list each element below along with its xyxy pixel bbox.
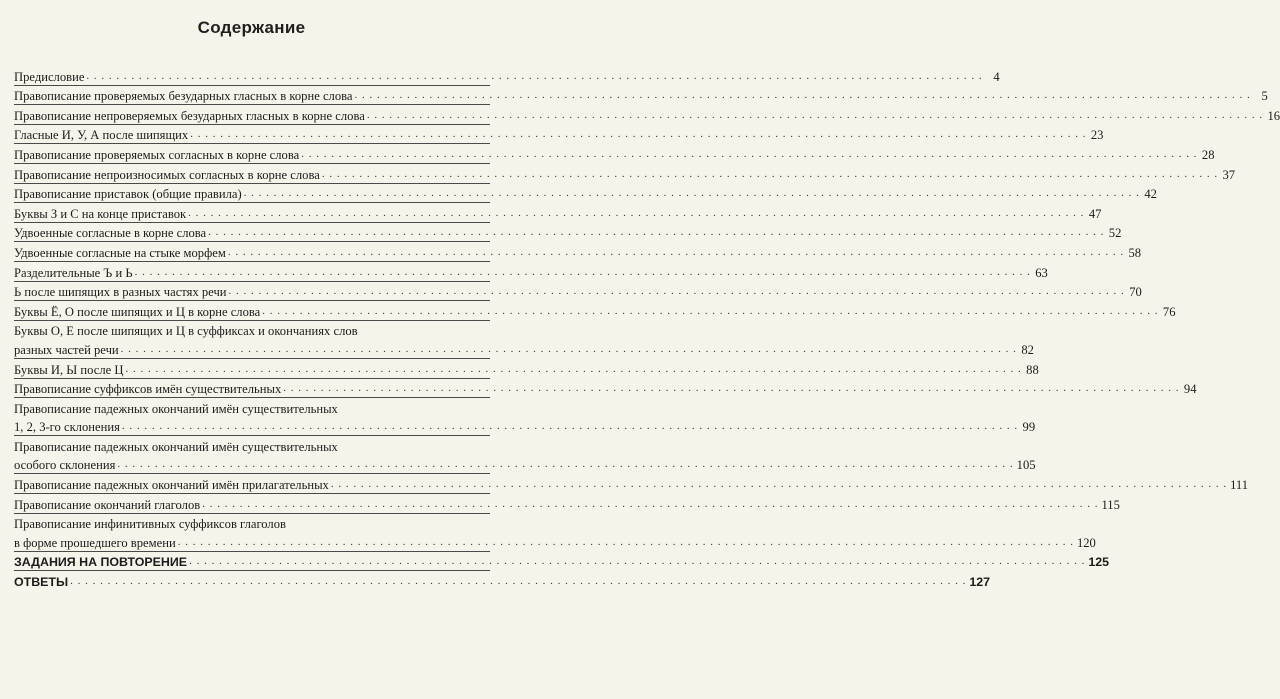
toc-entry-title: Правописание падежных окончаний имён прилагательных: [14, 478, 329, 493]
toc-page-number: 94: [1183, 382, 1197, 397]
toc-entry-title: Правописание падежных окончаний имён существительных: [14, 439, 338, 454]
toc-entry-line: [14, 321, 490, 340]
toc-page-number: 52: [1108, 226, 1122, 241]
toc-entry: [14, 203, 1102, 223]
toc-page-number: 70: [1129, 285, 1142, 300]
toc-entry-line: [14, 455, 1036, 474]
toc-entry: [14, 164, 1236, 184]
toc-entry-title: Предисловие: [14, 69, 85, 84]
toc-entry: [14, 494, 1120, 514]
toc-entry-title: Правописание проверяемых согласных в корне слова: [14, 147, 300, 162]
toc-entry-line: [14, 66, 1000, 85]
toc-entry-title: Правописание инфинитивных суффиксов глаголов: [14, 517, 286, 532]
toc-entry-title: Правописание непроизносимых согласных в корне слова: [14, 167, 320, 182]
toc-entry-line: [14, 125, 1104, 144]
toc-entry-title: Ь после шипящих в разных частях речи: [14, 285, 227, 300]
dot-leader: . . . . . . . . . . . . . . . . . . . . . . . . . . . . . . . . . . . . . . . . . . . . . . . . . . . . . . . . . . . . . . . . . . . . . . . . . . . . . . . . . . . . . . . . . . . . . . . . . . . . . . . . . . . . . . . . . . . . . . . .: [121, 420, 1019, 433]
toc-page-number: 125: [1088, 555, 1109, 570]
toc-entry-line: [14, 514, 490, 533]
dot-leader: . . . . . . . . . . . . . . . . . . . . . . . . . . . . . . . . . . . . . . . . . . . . . . . . . . . . . . . . . . . . . . . . . . . . . . . . . . . . . . . . . . . . . . . . . . . . . . . . . . . . . . . . . . . . . . . . . . . . . . . .: [125, 362, 1022, 375]
toc-entry-line: [14, 474, 1249, 493]
dot-leader: . . . . . . . . . . . . . . . . . . . . . . . . . . . . . . . . . . . . . . . . . . . . . . . . . . . . . . . . . . . . . . . . . . . . . . . . . . . . . . . . . . . . . . . . . . . . . . . . . . . . . . . . . . . . . . . . . . . . . . . .: [366, 108, 1264, 121]
toc-entry: [14, 514, 1096, 552]
toc-entry-line: [14, 203, 1102, 222]
toc-entry: [14, 262, 1048, 282]
toc-entry-line: [14, 282, 1142, 301]
toc-page-number: 115: [1101, 497, 1120, 512]
toc-page-number: 127: [969, 575, 991, 590]
toc-page-number: 88: [1026, 362, 1039, 377]
toc-entry: [14, 552, 1109, 572]
toc-entry-title: ЗАДАНИЯ НА ПОВТОРЕНИЕ: [14, 555, 188, 570]
toc-entry-title: ОТВЕТЫ: [14, 575, 69, 590]
toc-entry-title: разных частей речи: [14, 342, 119, 357]
toc-entry-line: [14, 359, 1039, 378]
toc-entry-line: [14, 494, 1120, 513]
dot-leader: . . . . . . . . . . . . . . . . . . . . . . . . . . . . . . . . . . . . . . . . . . . . . . . . . . . . . . . . . . . . . . . . . . . . . . . . . . . . . . . . . . . . . . . . . . . . . . . . . . . . . . . . . . . . . . . . . . . . . . . .: [202, 497, 1099, 510]
dot-leader: . . . . . . . . . . . . . . . . . . . . . . . . . . . . . . . . . . . . . . . . . . . . . . . . . . . . . . . . . . . . . . . . . . . . . . . . . . . . . . . . . . . . . . . . . . . . . . . . . . . . . . . . . . . . . . . . . . . . . . . .: [177, 535, 1074, 548]
dot-leader: . . . . . . . . . . . . . . . . . . . . . . . . . . . . . . . . . . . . . . . . . . . . . . . . . . . . . . . . . . . . . . . . . . . . . . . . . . . . . . . . . . . . . . . . . . . . . . . . . . . . . . . . . . . . . . . . . . . . . . . .: [86, 69, 983, 82]
toc-entry-line: [14, 184, 1157, 203]
toc-entry-title: Правописание окончаний глаголов: [14, 497, 201, 512]
toc-entry-title: в форме прошедшего времени: [14, 535, 176, 550]
toc-entry-title: Удвоенные согласные в корне слова: [14, 226, 207, 241]
dot-leader: . . . . . . . . . . . . . . . . . . . . . . . . . . . . . . . . . . . . . . . . . . . . . . . . . . . . . . . . . . . . . . . . . . . . . . . . . . . . . . . . . . . . . . . . . . . . . . . . . . . . . . . . . . . . . . . . . . . . . . . .: [301, 147, 1198, 160]
dot-leader: . . . . . . . . . . . . . . . . . . . . . . . . . . . . . . . . . . . . . . . . . . . . . . . . . . . . . . . . . . . . . . . . . . . . . . . . . . . . . . . . . . . . . . . . . . . . . . . . . . . . . . . . . . . . . . . . . . . . . . . .: [243, 187, 1140, 200]
toc-entry: [14, 223, 1122, 243]
dot-leader: . . . . . . . . . . . . . . . . . . . . . . . . . . . . . . . . . . . . . . . . . . . . . . . . . . . . . . . . . . . . . . . . . . . . . . . . . . . . . . . . . . . . . . . . . . . . . . . . . . . . . . . . . . . . . . . . . . . . . . . .: [283, 382, 1180, 395]
toc-entry: [14, 571, 991, 590]
toc-entry-title: Удвоенные согласные на стыке морфем: [14, 245, 226, 260]
toc-entry-line: [14, 164, 1236, 183]
toc-entry: [14, 398, 1036, 436]
toc-entry: [14, 242, 1142, 262]
toc-entry: [14, 436, 1036, 474]
toc-entry-line: [14, 532, 1096, 551]
dot-leader: . . . . . . . . . . . . . . . . . . . . . . . . . . . . . . . . . . . . . . . . . . . . . . . . . . . . . . . . . . . . . . . . . . . . . . . . . . . . . . . . . . . . . . . . . . . . . . . . . . . . . . . . . . . . . . . . . . . . . . . .: [330, 478, 1228, 491]
toc-entry-line: [14, 379, 1197, 398]
toc-page-number: 5: [1261, 89, 1268, 104]
toc-page-number: 47: [1088, 206, 1102, 221]
toc-page-number: 37: [1222, 167, 1236, 182]
toc-entry: [14, 282, 1142, 302]
table-of-contents: [14, 66, 1280, 590]
toc-entry-title: Буквы Ё, О после шипящих и Ц в корне слова: [14, 304, 261, 319]
dot-leader: . . . . . . . . . . . . . . . . . . . . . . . . . . . . . . . . . . . . . . . . . . . . . . . . . . . . . . . . . . . . . . . . . . . . . . . . . . . . . . . . . . . . . . . . . . . . . . . . . . . . . . . . . . . . . . . . . . . . . . . .: [189, 555, 1086, 568]
toc-entry-line: [14, 417, 1036, 436]
toc-page-number: 76: [1162, 304, 1176, 319]
toc-entry-title: Правописание приставок (общие правила): [14, 187, 242, 202]
dot-leader: . . . . . . . . . . . . . . . . . . . . . . . . . . . . . . . . . . . . . . . . . . . . . . . . . . . . . . . . . . . . . . . . . . . . . . . . . . . . . . . . . . . . . . . . . . . . . . . . . . . . . . . . . . . . . . . . . . . . . . . .: [190, 128, 1087, 141]
dot-leader: . . . . . . . . . . . . . . . . . . . . . . . . . . . . . . . . . . . . . . . . . . . . . . . . . . . . . . . . . . . . . . . . . . . . . . . . . . . . . . . . . . . . . . . . . . . . . . . . . . . . . . . . . . . . . . . . . . . . . . . .: [208, 226, 1105, 239]
toc-page-number: 63: [1035, 265, 1048, 280]
dot-leader: . . . . . . . . . . . . . . . . . . . . . . . . . . . . . . . . . . . . . . . . . . . . . . . . . . . . . . . . . . . . . . . . . . . . . . . . . . . . . . . . . . . . . . . . . . . . . . . . . . . . . . . . . . . . . . . . . . . . . . . .: [188, 206, 1085, 219]
toc-entry-line: [14, 398, 490, 417]
toc-page-number: 23: [1090, 128, 1104, 143]
toc-page-number: 42: [1144, 187, 1157, 202]
toc-entry-title: Буквы О, Е после шипящих и Ц в суффиксах и окончаниях слов: [14, 324, 358, 339]
toc-entry: [14, 301, 1176, 321]
toc-entry: [14, 379, 1197, 399]
toc-entry: [14, 321, 1034, 359]
toc-entry: [14, 144, 1215, 164]
toc-entry-line: [14, 552, 1109, 571]
toc-page-number: 99: [1022, 420, 1036, 435]
toc-entry: [14, 184, 1157, 204]
toc-entry-title: Гласные И, У, А после шипящих: [14, 128, 189, 143]
dot-leader: . . . . . . . . . . . . . . . . . . . . . . . . . . . . . . . . . . . . . . . . . . . . . . . . . . . . . . . . . . . . . . . . . . . . . . . . . . . . . . . . . . . . . . . . . . . . . . . . . . . . . . . . . . . . . . . . . . . . . . . .: [228, 285, 1125, 298]
toc-entry-line: [14, 262, 1048, 281]
dot-leader: . . . . . . . . . . . . . . . . . . . . . . . . . . . . . . . . . . . . . . . . . . . . . . . . . . . . . . . . . . . . . . . . . . . . . . . . . . . . . . . . . . . . . . . . . . . . . . . . . . . . . . . . . . . . . . . . . . . . . . . .: [321, 167, 1219, 180]
toc-entry-line: [14, 223, 1122, 242]
toc-entry-title: Разделительные Ъ и Ь: [14, 265, 133, 280]
toc-entry-title: Правописание падежных окончаний имён существительных: [14, 401, 338, 416]
toc-entry: [14, 66, 1000, 86]
toc-entry: [14, 105, 1280, 125]
toc-entry-line: [14, 242, 1142, 261]
toc-entry-line: [14, 86, 1268, 105]
toc-entry-title: особого склонения: [14, 458, 116, 473]
toc-page-number: 111: [1230, 478, 1249, 493]
toc-entry: [14, 359, 1039, 379]
dot-leader: . . . . . . . . . . . . . . . . . . . . . . . . . . . . . . . . . . . . . . . . . . . . . . . . . . . . . . . . . . . . . . . . . . . . . . . . . . . . . . . . . . . . . . . . . . . . . . . . . . . . . . . . . . . . . . . . . . . . . . . .: [117, 458, 1014, 471]
toc-entry-title: Правописание непроверяемых безударных гласных в корне слова: [14, 108, 365, 123]
toc-entry-line: [14, 571, 991, 590]
toc-entry-title: Буквы И, Ы после Ц: [14, 362, 124, 377]
toc-entry-line: [14, 105, 1280, 124]
toc-page-number: 58: [1128, 245, 1142, 260]
toc-entry-line: [14, 339, 1034, 358]
toc-entry: [14, 125, 1104, 145]
dot-leader: . . . . . . . . . . . . . . . . . . . . . . . . . . . . . . . . . . . . . . . . . . . . . . . . . . . . . . . . . . . . . . . . . . . . . . . . . . . . . . . . . . . . . . . . . . . . . . . . . . . . . . . . . . . . . . . . . . . . . . . .: [70, 575, 967, 588]
toc-page-number: 82: [1021, 342, 1034, 357]
toc-page-number: 105: [1016, 458, 1036, 473]
toc-page-number: 4: [993, 69, 1000, 84]
dot-leader: . . . . . . . . . . . . . . . . . . . . . . . . . . . . . . . . . . . . . . . . . . . . . . . . . . . . . . . . . . . . . . . . . . . . . . . . . . . . . . . . . . . . . . . . . . . . . . . . . . . . . . . . . . . . . . . . . . . . . . . .: [227, 245, 1125, 258]
toc-entry-title: Правописание проверяемых безударных гласных в корне слова: [14, 89, 353, 104]
toc-entry-line: [14, 436, 490, 455]
toc-entry-title: 1, 2, 3-го склонения: [14, 420, 120, 435]
toc-entry: [14, 86, 1268, 106]
toc-entry-title: Правописание суффиксов имён существительных: [14, 382, 282, 397]
toc-page-number: 28: [1201, 147, 1215, 162]
toc-page-number: 16: [1267, 108, 1280, 123]
toc-entry-line: [14, 144, 1215, 163]
page-title: Содержание: [197, 18, 306, 37]
toc-entry-line: [14, 301, 1176, 320]
dot-leader: . . . . . . . . . . . . . . . . . . . . . . . . . . . . . . . . . . . . . . . . . . . . . . . . . . . . . . . . . . . . . . . . . . . . . . . . . . . . . . . . . . . . . . . . . . . . . . . . . . . . . . . . . . . . . . . . . . . . . . . .: [120, 342, 1017, 355]
dot-leader: . . . . . . . . . . . . . . . . . . . . . . . . . . . . . . . . . . . . . . . . . . . . . . . . . . . . . . . . . . . . . . . . . . . . . . . . . . . . . . . . . . . . . . . . . . . . . . . . . . . . . . . . . . . . . . . . . . . . . . . .: [354, 89, 1251, 102]
toc-entry-title: Буквы З и С на конце приставок: [14, 206, 187, 221]
dot-leader: . . . . . . . . . . . . . . . . . . . . . . . . . . . . . . . . . . . . . . . . . . . . . . . . . . . . . . . . . . . . . . . . . . . . . . . . . . . . . . . . . . . . . . . . . . . . . . . . . . . . . . . . . . . . . . . . . . . . . . . .: [262, 304, 1159, 317]
toc-entry: [14, 474, 1249, 494]
dot-leader: . . . . . . . . . . . . . . . . . . . . . . . . . . . . . . . . . . . . . . . . . . . . . . . . . . . . . . . . . . . . . . . . . . . . . . . . . . . . . . . . . . . . . . . . . . . . . . . . . . . . . . . . . . . . . . . . . . . . . . . .: [134, 265, 1031, 278]
toc-page-number: 120: [1076, 535, 1096, 550]
